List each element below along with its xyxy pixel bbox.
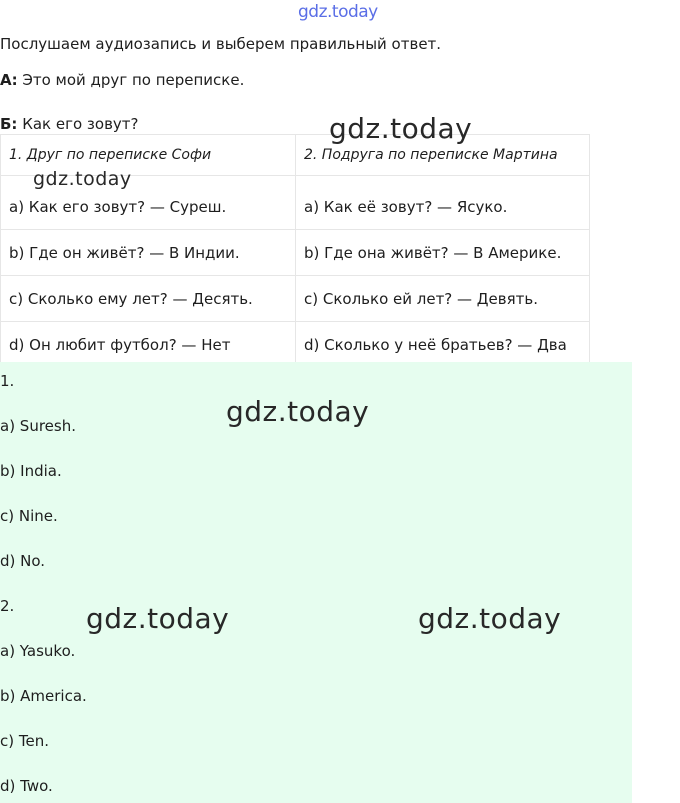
- dialog-line-b: [0, 115, 139, 133]
- table-cell: а) Как её зовут? — Ясуко.: [296, 176, 590, 230]
- table-header-cell: 2. Подруга по переписке Мартина: [296, 135, 590, 176]
- table-cell: a) Как его зовут? — Суреш.: [1, 176, 296, 230]
- watermark: gdz.today: [418, 602, 562, 635]
- speaker-a-label: А:: [0, 71, 18, 89]
- table-cell: b) Где он живёт? — В Индии.: [1, 230, 296, 276]
- table-header-cell: 1. Друг по переписке Софи: [1, 135, 296, 176]
- speaker-a-text: Это мой друг по переписке.: [17, 71, 245, 89]
- answer-item: b) America.: [0, 687, 87, 705]
- answer-item: d) Two.: [0, 777, 53, 795]
- speaker-b-label: Б:: [0, 115, 18, 133]
- watermark: gdz.today: [33, 168, 132, 190]
- table-cell: d) Он любит футбол? — Нет: [1, 322, 296, 368]
- watermark: gdz.today: [86, 602, 230, 635]
- table-row: [1, 230, 590, 276]
- site-logo[interactable]: gdz.today: [298, 2, 378, 22]
- dialog-line-a: [0, 71, 244, 89]
- speaker-b-text: Как его зовут?: [17, 115, 139, 133]
- table-cell: d) Сколько у неё братьев? — Два: [296, 322, 590, 368]
- table-cell: c) Сколько ему лет? — Десять.: [1, 276, 296, 322]
- answer-item: c) Ten.: [0, 732, 49, 750]
- answer-item: c) Nine.: [0, 507, 58, 525]
- table-cell: b) Где она живёт? — В Америке.: [296, 230, 590, 276]
- watermark: gdz.today: [226, 395, 370, 428]
- table-cell: c) Сколько ей лет? — Девять.: [296, 276, 590, 322]
- answers-panel: [0, 362, 632, 803]
- table-row: [1, 322, 590, 368]
- answer-item: a) Yasuko.: [0, 642, 76, 660]
- task-instruction: Послушаем аудиозапись и выберем правильный ответ.: [0, 35, 442, 53]
- watermark: gdz.today: [329, 112, 473, 145]
- answer-item: a) Suresh.: [0, 417, 76, 435]
- table-row: [1, 276, 590, 322]
- answer-item: b) India.: [0, 462, 62, 480]
- answer-section-number: 1.: [0, 372, 15, 390]
- answer-item: d) No.: [0, 552, 46, 570]
- answer-section-number: 2.: [0, 597, 15, 615]
